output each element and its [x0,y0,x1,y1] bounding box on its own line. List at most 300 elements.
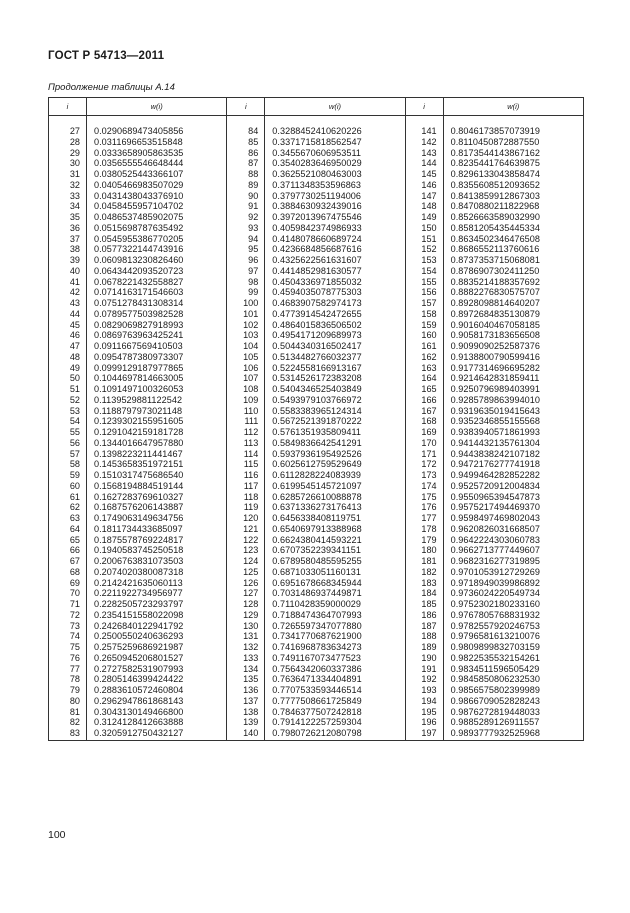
weight-cell: 0.4148078660689724 [265,234,405,245]
table-row [49,180,584,191]
weight-cell: 0.1044697814663005 [87,373,227,384]
index-cell: 78 [49,674,87,685]
table-row [49,664,584,675]
index-cell: 168 [405,416,443,427]
weight-cell: 0.9682316277319895 [443,556,583,567]
index-cell: 177 [405,513,443,524]
index-cell: 173 [405,470,443,481]
weight-cell: 0.9782557920246753 [443,621,583,632]
weight-cell: 0.1139529881122542 [87,395,227,406]
index-cell: 56 [49,438,87,449]
weight-cell: 0.8686552113760616 [443,244,583,255]
weight-cell: 0.7491167073477523 [265,653,405,664]
weight-cell: 0.8470880211822968 [443,201,583,212]
index-cell: 190 [405,653,443,664]
weight-cell: 0.4683907582974173 [265,298,405,309]
weight-cell: 0.2727582531907993 [87,664,227,675]
index-cell: 43 [49,298,87,309]
weight-cell: 0.1091497100326053 [87,384,227,395]
table-row [49,502,584,513]
index-cell: 136 [227,685,265,696]
weight-cell: 0.0431438043376910 [87,191,227,202]
index-cell: 120 [227,513,265,524]
weight-cell: 0.1811734433685097 [87,524,227,535]
weight-cell: 0.5134482766032377 [265,352,405,363]
index-cell: 72 [49,610,87,621]
table-caption: Продолжение таблицы А.14 [48,82,175,93]
table-row [49,309,584,320]
index-cell: 170 [405,438,443,449]
index-cell: 88 [227,169,265,180]
weight-cell: 0.9383940571861993 [443,427,583,438]
index-cell: 174 [405,481,443,492]
weight-cell: 0.0829069827918993 [87,320,227,331]
weight-cell: 0.7265597347077880 [265,621,405,632]
weight-cell: 0.0609813230826460 [87,255,227,266]
index-cell: 158 [405,309,443,320]
index-cell: 102 [227,320,265,331]
index-cell: 103 [227,330,265,341]
weight-cell: 0.2354151558022098 [87,610,227,621]
weight-cell: 0.3288452410620226 [265,126,405,137]
weight-cell: 0.6789580485595255 [265,556,405,567]
index-cell: 80 [49,696,87,707]
table-row [49,320,584,331]
weight-cell: 0.0714163171546603 [87,287,227,298]
weight-cell: 0.0486537485902075 [87,212,227,223]
weight-cell: 0.5849836642541291 [265,438,405,449]
weight-cell: 0.0333658905863535 [87,148,227,159]
table-row [49,148,584,159]
index-cell: 54 [49,416,87,427]
index-cell: 52 [49,395,87,406]
table-row [49,363,584,374]
index-cell: 118 [227,492,265,503]
weight-cell: 0.3455670606953511 [265,148,405,159]
weight-cell: 0.9796581613210076 [443,631,583,642]
index-cell: 176 [405,502,443,513]
index-cell: 193 [405,685,443,696]
weight-cell: 0.2006763831073503 [87,556,227,567]
table-row [49,277,584,288]
table-row [49,599,584,610]
weight-cell: 0.8835214188357692 [443,277,583,288]
weight-cell: 0.7341770687621900 [265,631,405,642]
index-cell: 130 [227,621,265,632]
column-header-i: i [49,98,87,116]
weight-cell: 0.3540283646950029 [265,158,405,169]
weight-cell: 0.2805146399424422 [87,674,227,685]
index-cell: 111 [227,416,265,427]
index-cell: 148 [405,201,443,212]
column-header-w: w(i) [265,98,405,116]
index-cell: 117 [227,481,265,492]
index-cell: 113 [227,438,265,449]
index-cell: 185 [405,599,443,610]
weight-cell: 0.5224558166913167 [265,363,405,374]
weight-cell: 0.1344016647957880 [87,438,227,449]
index-cell: 144 [405,158,443,169]
weight-cell: 0.2883610572460804 [87,685,227,696]
index-cell: 178 [405,524,443,535]
index-cell: 41 [49,277,87,288]
index-cell: 55 [49,427,87,438]
weight-cell: 0.0678221432558827 [87,277,227,288]
table-row [49,513,584,524]
index-cell: 188 [405,631,443,642]
table-row [49,266,584,277]
table-row [49,696,584,707]
index-cell: 37 [49,234,87,245]
index-cell: 100 [227,298,265,309]
index-cell: 115 [227,459,265,470]
weight-cell: 0.5672521391870222 [265,416,405,427]
index-cell: 122 [227,535,265,546]
index-cell: 94 [227,234,265,245]
weight-cell: 0.1453658351972151 [87,459,227,470]
index-cell: 165 [405,384,443,395]
weight-cell: 0.9736024220549734 [443,588,583,599]
index-cell: 157 [405,298,443,309]
table-row [49,330,584,341]
weight-cell: 0.1687576206143887 [87,502,227,513]
table-row [49,674,584,685]
index-cell: 51 [49,384,87,395]
table-row [49,535,584,546]
weight-cell: 0.2650945206801527 [87,653,227,664]
table-body [49,116,584,741]
weight-cell: 0.3884630932439016 [265,201,405,212]
weight-cell: 0.0999129187977865 [87,363,227,374]
table-row [49,449,584,460]
weight-cell: 0.9319635019415643 [443,406,583,417]
weights-table [48,97,584,741]
weight-cell: 0.1398223211441467 [87,449,227,460]
weight-cell: 0.9893777932525968 [443,728,583,740]
index-cell: 87 [227,158,265,169]
weight-cell: 0.2500550240636293 [87,631,227,642]
index-cell: 196 [405,717,443,728]
weight-cell: 0.2575259686921987 [87,642,227,653]
index-cell: 166 [405,395,443,406]
weight-cell: 0.7777508661725849 [265,696,405,707]
table-row [49,341,584,352]
weight-cell: 0.8737353715068081 [443,255,583,266]
weight-cell: 0.1627283769610327 [87,492,227,503]
table-row [49,728,584,740]
index-cell: 125 [227,567,265,578]
index-cell: 59 [49,470,87,481]
index-cell: 70 [49,588,87,599]
index-cell: 77 [49,664,87,675]
weight-cell: 0.5493979103766972 [265,395,405,406]
index-cell: 104 [227,341,265,352]
weight-cell: 0.8046173857073919 [443,126,583,137]
weight-cell: 0.9701053912729269 [443,567,583,578]
index-cell: 160 [405,330,443,341]
table-row [49,191,584,202]
table-row [49,126,584,137]
weight-cell: 0.7110428359000029 [265,599,405,610]
table-row [49,717,584,728]
index-cell: 44 [49,309,87,320]
weight-cell: 0.9662713777449607 [443,545,583,556]
table-row [49,201,584,212]
index-cell: 191 [405,664,443,675]
weight-cell: 0.7914122257259304 [265,717,405,728]
table-row [49,578,584,589]
index-cell: 38 [49,244,87,255]
table-row [49,406,584,417]
index-cell: 86 [227,148,265,159]
weight-cell: 0.1188797973021148 [87,406,227,417]
index-cell: 184 [405,588,443,599]
weight-cell: 0.3711348353596863 [265,180,405,191]
table-row [49,416,584,427]
weight-cell: 0.1875578769224817 [87,535,227,546]
weight-cell: 0.8355608512093652 [443,180,583,191]
table-header-row [49,98,584,116]
weight-cell: 0.8173544143867162 [443,148,583,159]
weight-cell: 0.9642224303060783 [443,535,583,546]
weight-cell: 0.9866709052828243 [443,696,583,707]
weight-cell: 0.7846377507242818 [265,707,405,718]
column-header-i: i [405,98,443,116]
index-cell: 149 [405,212,443,223]
index-cell: 153 [405,255,443,266]
weight-cell: 0.8413859912867303 [443,191,583,202]
weight-cell: 0.8882276830575707 [443,287,583,298]
index-cell: 124 [227,556,265,567]
index-cell: 187 [405,621,443,632]
index-cell: 31 [49,169,87,180]
weight-cell: 0.9058173183656508 [443,330,583,341]
weight-cell: 0.5761351935809411 [265,427,405,438]
weight-cell: 0.6707352239341151 [265,545,405,556]
table-row [49,255,584,266]
index-cell: 71 [49,599,87,610]
index-cell: 79 [49,685,87,696]
index-cell: 36 [49,223,87,234]
index-cell: 68 [49,567,87,578]
weight-cell: 0.1291042159181728 [87,427,227,438]
weight-cell: 0.6199545145721097 [265,481,405,492]
index-cell: 63 [49,513,87,524]
weight-cell: 0.0577322144743916 [87,244,227,255]
index-cell: 171 [405,449,443,460]
weight-cell: 0.9099090252587376 [443,341,583,352]
index-cell: 155 [405,277,443,288]
index-cell: 101 [227,309,265,320]
index-cell: 91 [227,201,265,212]
weight-cell: 0.8526663589032990 [443,212,583,223]
weight-cell: 0.5583383965124314 [265,406,405,417]
index-cell: 163 [405,363,443,374]
table-row [49,384,584,395]
index-cell: 34 [49,201,87,212]
weight-cell: 0.7564342060337386 [265,664,405,675]
weight-cell: 0.3205912750432127 [87,728,227,740]
table-row [49,481,584,492]
table-row [49,137,584,148]
index-cell: 145 [405,169,443,180]
table-row [49,287,584,298]
index-cell: 182 [405,567,443,578]
weight-cell: 0.0515698787635492 [87,223,227,234]
weight-cell: 0.9414432135761304 [443,438,583,449]
weight-cell: 0.6112828224083939 [265,470,405,481]
weight-cell: 0.1510317475686540 [87,470,227,481]
table-row [49,621,584,632]
weight-cell: 0.3043130149466800 [87,707,227,718]
weight-cell: 0.3625521080463003 [265,169,405,180]
column-header-i: i [227,98,265,116]
index-cell: 134 [227,664,265,675]
weight-cell: 0.0789577503982528 [87,309,227,320]
weight-cell: 0.4773914542472655 [265,309,405,320]
weight-cell: 0.0751278431308314 [87,298,227,309]
weight-cell: 0.9620826031668507 [443,524,583,535]
weight-cell: 0.6025612759529649 [265,459,405,470]
table-row [49,492,584,503]
index-cell: 192 [405,674,443,685]
table-row [49,470,584,481]
index-cell: 35 [49,212,87,223]
weight-cell: 0.9138800790599416 [443,352,583,363]
index-cell: 50 [49,373,87,384]
index-cell: 46 [49,330,87,341]
index-cell: 61 [49,492,87,503]
weight-cell: 0.9575217494469370 [443,502,583,513]
index-cell: 121 [227,524,265,535]
weight-cell: 0.4325622561631607 [265,255,405,266]
index-cell: 30 [49,158,87,169]
index-cell: 40 [49,266,87,277]
weight-cell: 0.4236684856687616 [265,244,405,255]
weight-cell: 0.0380525443366107 [87,169,227,180]
weight-cell: 0.6871033051160131 [265,567,405,578]
weight-cell: 0.9598497469802043 [443,513,583,524]
index-cell: 135 [227,674,265,685]
index-cell: 159 [405,320,443,331]
weight-cell: 0.9845850806232530 [443,674,583,685]
weight-cell: 0.9016040467058185 [443,320,583,331]
column-header-w: w(i) [443,98,583,116]
weight-cell: 0.9177314696695282 [443,363,583,374]
weight-cell: 0.3797730251194006 [265,191,405,202]
weight-cell: 0.6951678668345944 [265,578,405,589]
index-cell: 139 [227,717,265,728]
weight-cell: 0.7188474364707993 [265,610,405,621]
weight-cell: 0.9250796989403991 [443,384,583,395]
index-cell: 126 [227,578,265,589]
weight-cell: 0.6456338408119751 [265,513,405,524]
index-cell: 114 [227,449,265,460]
weight-cell: 0.2282505723293797 [87,599,227,610]
index-cell: 105 [227,352,265,363]
index-cell: 93 [227,223,265,234]
index-cell: 110 [227,406,265,417]
index-cell: 33 [49,191,87,202]
weight-cell: 0.7980726212080798 [265,728,405,740]
index-cell: 183 [405,578,443,589]
weight-cell: 0.2962947861868143 [87,696,227,707]
table-row [49,169,584,180]
weight-cell: 0.0290689473405856 [87,126,227,137]
index-cell: 106 [227,363,265,374]
index-cell: 197 [405,728,443,740]
weight-cell: 0.7707533593446514 [265,685,405,696]
index-cell: 109 [227,395,265,406]
weight-cell: 0.8928098814640207 [443,298,583,309]
weight-cell: 0.3124128412663888 [87,717,227,728]
table-row [49,395,584,406]
index-cell: 162 [405,352,443,363]
index-cell: 98 [227,277,265,288]
index-cell: 133 [227,653,265,664]
index-cell: 194 [405,696,443,707]
weight-cell: 0.6285726610088878 [265,492,405,503]
document-header: ГОСТ Р 54713—2011 [48,50,165,62]
index-cell: 116 [227,470,265,481]
index-cell: 29 [49,148,87,159]
index-cell: 73 [49,621,87,632]
index-cell: 151 [405,234,443,245]
table-row [49,427,584,438]
index-cell: 39 [49,255,87,266]
index-cell: 181 [405,556,443,567]
index-cell: 142 [405,137,443,148]
weight-cell: 0.9352346855155568 [443,416,583,427]
index-cell: 146 [405,180,443,191]
index-cell: 65 [49,535,87,546]
column-header-w: w(i) [87,98,227,116]
index-cell: 47 [49,341,87,352]
index-cell: 45 [49,320,87,331]
index-cell: 67 [49,556,87,567]
table-row [49,567,584,578]
index-cell: 112 [227,427,265,438]
index-cell: 82 [49,717,87,728]
weight-cell: 0.8235441764639875 [443,158,583,169]
index-cell: 164 [405,373,443,384]
index-cell: 161 [405,341,443,352]
weight-cell: 0.4059842374986933 [265,223,405,234]
weight-cell: 0.9856575802399989 [443,685,583,696]
index-cell: 123 [227,545,265,556]
index-cell: 42 [49,287,87,298]
weight-cell: 0.8634502346476508 [443,234,583,245]
index-cell: 76 [49,653,87,664]
weight-cell: 0.1940583745250518 [87,545,227,556]
weight-cell: 0.0458455957104702 [87,201,227,212]
index-cell: 167 [405,406,443,417]
weight-cell: 0.0643442093520723 [87,266,227,277]
index-cell: 90 [227,191,265,202]
weight-cell: 0.9214642831859411 [443,373,583,384]
weight-cell: 0.7031486937449871 [265,588,405,599]
index-cell: 66 [49,545,87,556]
index-cell: 152 [405,244,443,255]
weight-cell: 0.9525720912004834 [443,481,583,492]
index-cell: 140 [227,728,265,740]
weight-cell: 0.2142421635060113 [87,578,227,589]
index-cell: 147 [405,191,443,202]
weight-cell: 0.3371715818562547 [265,137,405,148]
weight-cell: 0.2211922734956977 [87,588,227,599]
index-cell: 195 [405,707,443,718]
table-row [49,588,584,599]
